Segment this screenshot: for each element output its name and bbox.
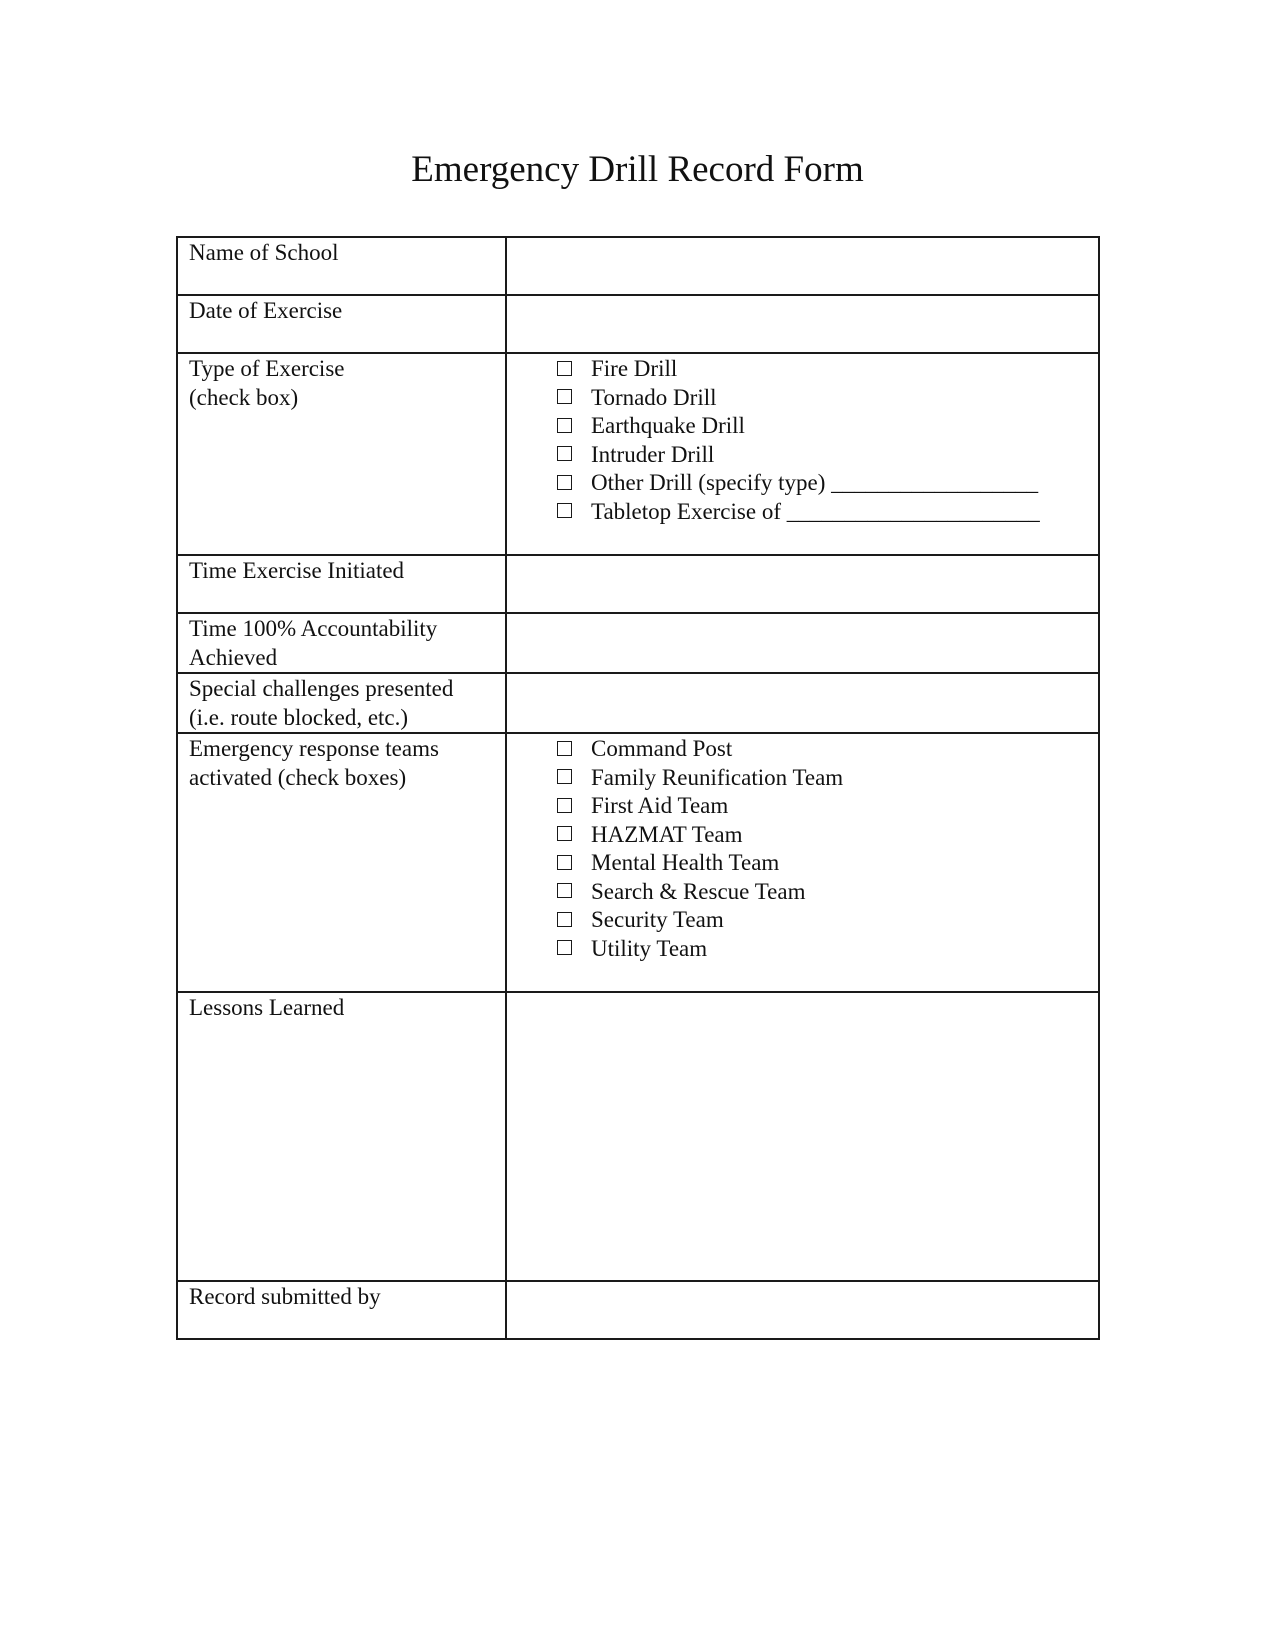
- row-type-of-exercise: [177, 353, 1099, 555]
- label-line: Achieved: [189, 644, 278, 670]
- option-tornado-drill[interactable]: [557, 384, 1090, 413]
- option-label: Earthquake Drill: [591, 413, 745, 438]
- option-label: Tabletop Exercise of ______________________: [591, 498, 1040, 524]
- row-record-submitted-by: [177, 1281, 1099, 1339]
- label-line: Type of Exercise: [189, 356, 345, 381]
- label-line: Lessons Learned: [189, 995, 345, 1020]
- option-tabletop-exercise[interactable]: [557, 498, 1090, 527]
- page-title: Emergency Drill Record Form: [411, 149, 864, 190]
- special-challenges-field[interactable]: [506, 673, 1099, 733]
- checkbox-icon[interactable]: [557, 361, 572, 376]
- label-line: (i.e. route blocked, etc.): [189, 704, 409, 730]
- date-of-exercise-field[interactable]: [506, 295, 1099, 353]
- option-label: HAZMAT Team: [591, 821, 743, 847]
- option-family-reunification-team[interactable]: [557, 764, 1090, 793]
- time-accountability-field[interactable]: [506, 613, 1099, 673]
- option-label: Search & Rescue Team: [591, 878, 806, 904]
- option-fire-drill[interactable]: [557, 355, 1090, 384]
- row-time-exercise-initiated: [177, 555, 1099, 613]
- checkbox-icon[interactable]: [557, 389, 572, 404]
- option-label: Family Reunification Team: [591, 764, 844, 790]
- checkbox-icon[interactable]: [557, 769, 572, 784]
- checkbox-icon[interactable]: [557, 475, 572, 490]
- option-intruder-drill[interactable]: [557, 441, 1090, 470]
- option-label: Utility Team: [591, 935, 708, 961]
- label-line: Record submitted by: [189, 1284, 381, 1309]
- checkbox-icon[interactable]: [557, 446, 572, 461]
- time-exercise-initiated-field[interactable]: [506, 555, 1099, 613]
- row-special-challenges: [177, 673, 1099, 733]
- option-label: Other Drill (specify type) __________________: [591, 470, 1039, 495]
- type-of-exercise-options: [506, 353, 1099, 555]
- option-hazmat-team[interactable]: [557, 821, 1090, 850]
- response-team-list: [557, 734, 1090, 963]
- option-earthquake-drill[interactable]: [557, 412, 1090, 441]
- option-other-drill[interactable]: [557, 469, 1090, 498]
- option-label: Security Team: [591, 907, 724, 932]
- label-line: Time Exercise Initiated: [189, 558, 405, 583]
- option-search-rescue-team[interactable]: [557, 878, 1090, 907]
- emergency-response-teams-options: [506, 733, 1099, 992]
- label-line: Time 100% Accountability: [189, 616, 438, 641]
- option-utility-team[interactable]: [557, 935, 1090, 964]
- option-label: Intruder Drill: [591, 441, 715, 467]
- checkbox-icon[interactable]: [557, 855, 572, 870]
- label-emergency-response-teams: [177, 733, 506, 992]
- record-submitted-by-field[interactable]: [506, 1281, 1099, 1339]
- row-date-of-exercise: [177, 295, 1099, 353]
- checkbox-icon[interactable]: [557, 741, 572, 756]
- option-label: Command Post: [591, 736, 733, 761]
- drill-record-table: [176, 236, 1100, 1340]
- option-label: First Aid Team: [591, 793, 729, 818]
- exercise-type-list: [557, 354, 1090, 526]
- label-line: activated (check boxes): [189, 764, 407, 790]
- label-type-of-exercise: [177, 353, 506, 555]
- option-command-post[interactable]: [557, 735, 1090, 764]
- label-line: Emergency response teams: [189, 736, 439, 761]
- checkbox-icon[interactable]: [557, 826, 572, 841]
- checkbox-icon[interactable]: [557, 798, 572, 813]
- option-label: Tornado Drill: [591, 384, 717, 410]
- label-time-accountability: [177, 613, 506, 673]
- checkbox-icon[interactable]: [557, 503, 572, 518]
- option-label: Fire Drill: [591, 356, 678, 381]
- label-line: (check box): [189, 384, 299, 410]
- name-of-school-field[interactable]: [506, 237, 1099, 295]
- checkbox-icon[interactable]: [557, 940, 572, 955]
- label-line: Special challenges presented: [189, 676, 454, 701]
- label-time-exercise-initiated: [177, 555, 506, 613]
- lessons-learned-field[interactable]: [506, 992, 1099, 1281]
- checkbox-icon[interactable]: [557, 912, 572, 927]
- option-label: Mental Health Team: [591, 850, 780, 875]
- option-security-team[interactable]: [557, 906, 1090, 935]
- label-name-of-school: [177, 237, 506, 295]
- row-time-accountability: [177, 613, 1099, 673]
- option-mental-health-team[interactable]: [557, 849, 1090, 878]
- option-first-aid-team[interactable]: [557, 792, 1090, 821]
- label-special-challenges: [177, 673, 506, 733]
- label-line: Date of Exercise: [189, 298, 343, 323]
- row-lessons-learned: [177, 992, 1099, 1281]
- label-line: Name of School: [189, 240, 339, 265]
- label-lessons-learned: [177, 992, 506, 1281]
- row-name-of-school: [177, 237, 1099, 295]
- label-record-submitted-by: [177, 1281, 506, 1339]
- checkbox-icon[interactable]: [557, 883, 572, 898]
- label-date-of-exercise: [177, 295, 506, 353]
- checkbox-icon[interactable]: [557, 418, 572, 433]
- row-emergency-response-teams: [177, 733, 1099, 992]
